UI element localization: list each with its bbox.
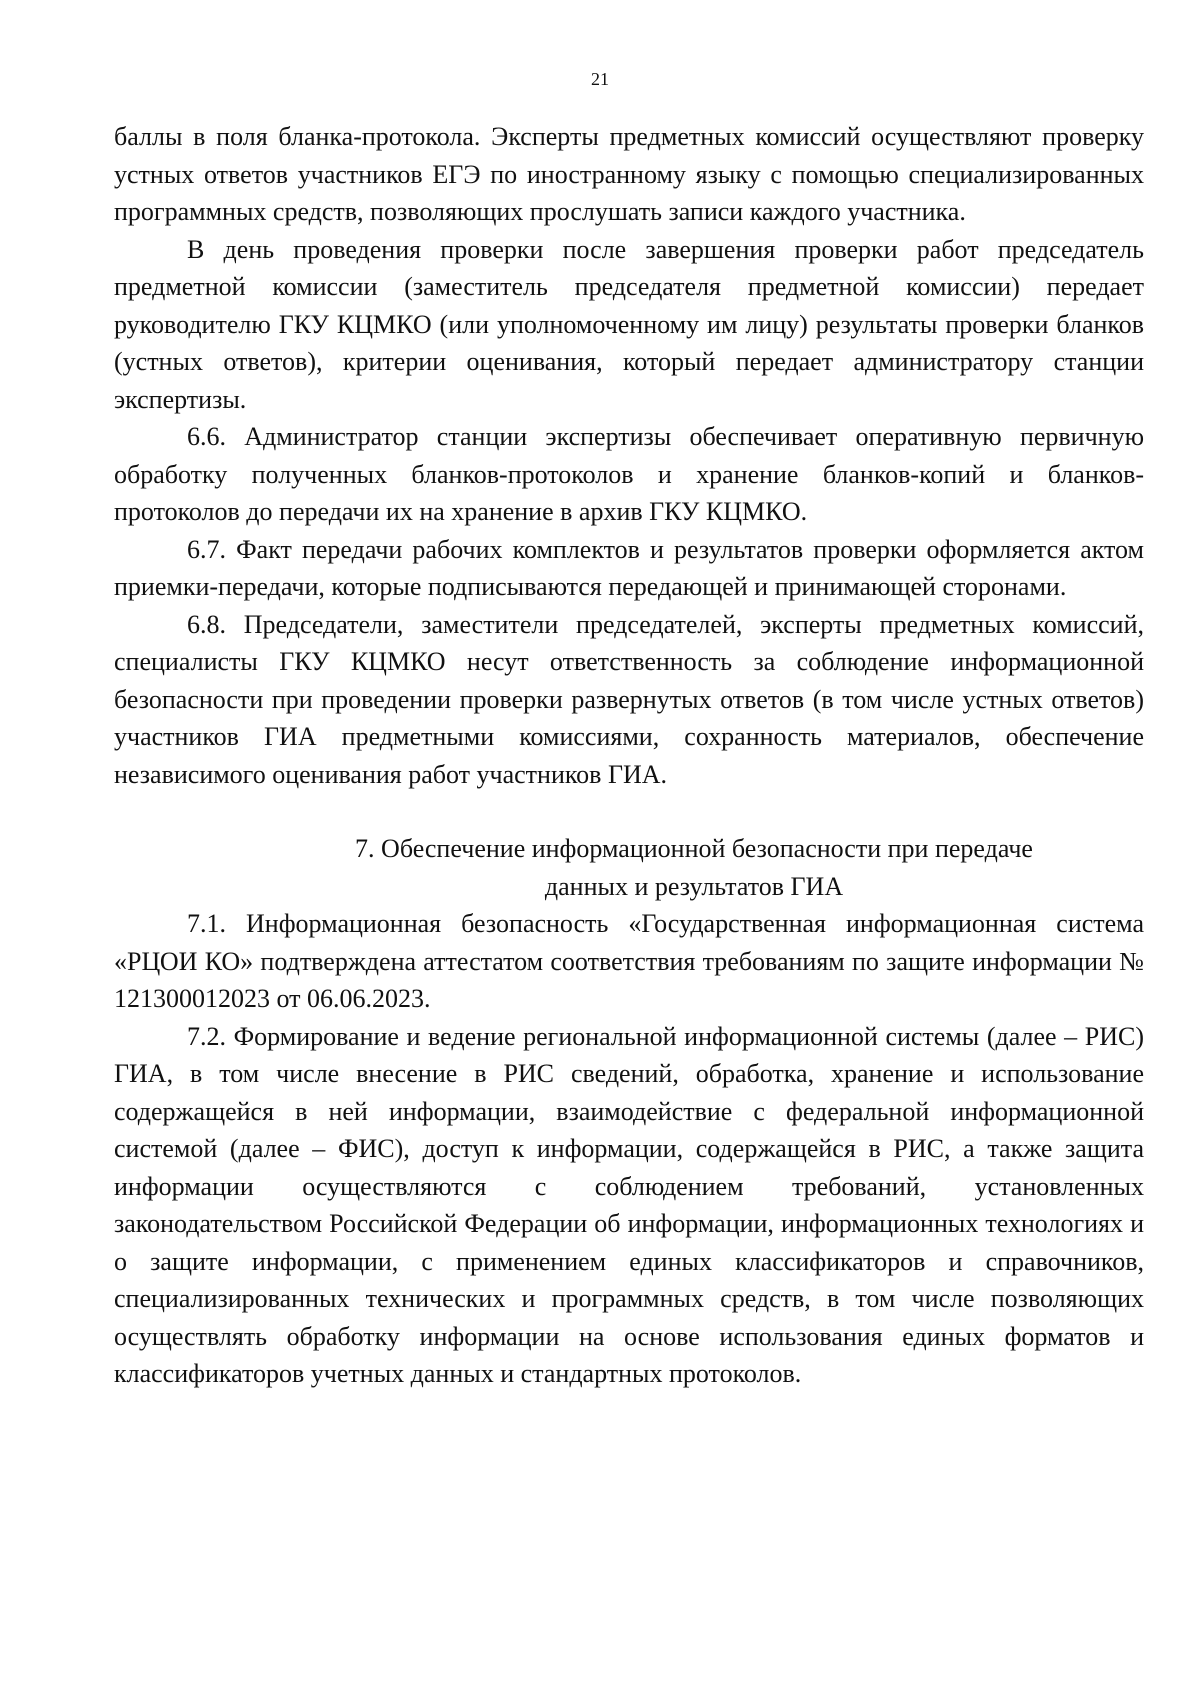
section-7-heading xyxy=(114,830,1144,905)
paragraph-7-2: 7.2. Формирование и ведение региональной информационной системы (далее – РИС) ГИА, в том числе внесение в РИС сведений, обработка, хранение и использование содержащейся в ней информации, взаимодействие с федеральной информационной системой (далее – ФИС), доступ к информации, содержащейся в РИС, а также защита информации осуществляются с соблюдением требований, установленных законодательством Российской Федерации об информации, информационных технологиях и о защите информации, с применением единых классификаторов и справочников, специализированных технических и программных средств, в том числе позволяющих осуществлять обработку информации на основе использования единых форматов и классификаторов учетных данных и стандартных протоколов. xyxy=(114,1021,1144,1388)
document-body xyxy=(114,118,1144,1393)
paragraph-7-1: 7.1. Информационная безопасность «Государственная информационная система «РЦОИ КО» подтверждена аттестатом соответствия требованиям по защите информации № 121300012023 от 06.06.2023. xyxy=(114,909,1144,1013)
paragraph-expert-check-day: В день проведения проверки после завершения проверки работ председатель предметной комиссии (заместитель председателя предметной комиссии) передает руководителю ГКУ КЦМКО (или уполномоченному им лицу) результаты проверки бланков (устных ответов), критерии оценивания, который передает администратору станции экспертизы. xyxy=(114,234,1144,414)
paragraph-continuation: баллы в поля бланка-протокола. Эксперты предметных комиссий осуществляют проверку устных ответов участников ЕГЭ по иностранному языку с помощью специализированных программных средств, позволяющих прослушать записи каждого участника. xyxy=(114,122,1144,226)
paragraph-6-8: 6.8. Председатели, заместители председателей, эксперты предметных комиссий, специалисты ГКУ КЦМКО несут ответственность за соблюдение информационной безопасности при проведении проверки развернутых ответов (в том числе устных ответов) участников ГИА предметными комиссиями, сохранность материалов, обеспечение независимого оценивания работ участников ГИА. xyxy=(114,609,1144,789)
section-7-heading-line2: данных и результатов ГИА xyxy=(544,871,844,901)
section-7-heading-line1: 7. Обеспечение информационной безопасности при передаче xyxy=(355,834,1033,863)
page-number: 21 xyxy=(591,69,609,89)
paragraph-6-6: 6.6. Администратор станции экспертизы обеспечивает оперативную первичную обработку полученных бланков-протоколов и хранение бланков-копий и бланков-протоколов до передачи их на хранение в архив ГКУ КЦМКО. xyxy=(114,422,1144,526)
paragraph-6-7: 6.7. Факт передачи рабочих комплектов и результатов проверки оформляется актом приемки-передачи, которые подписываются передающей и принимающей сторонами. xyxy=(114,534,1144,601)
